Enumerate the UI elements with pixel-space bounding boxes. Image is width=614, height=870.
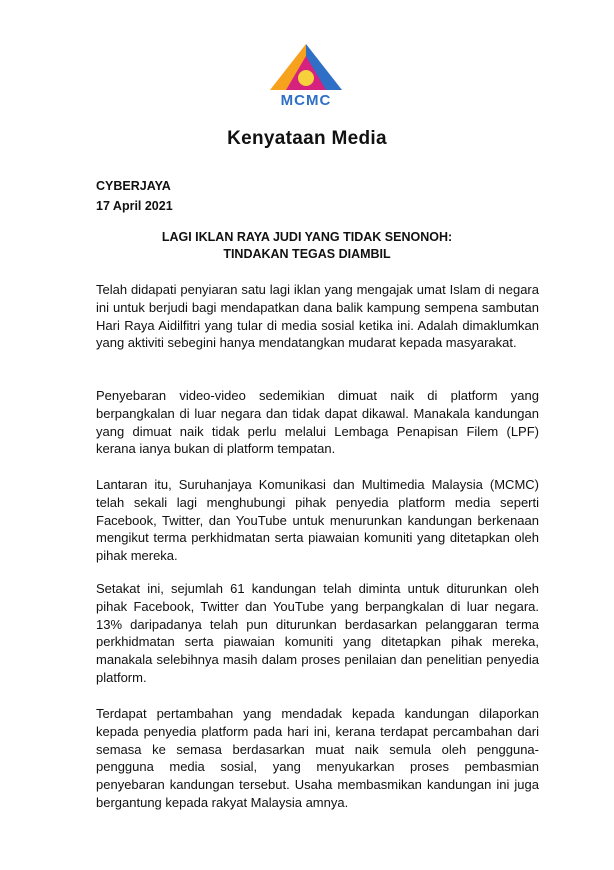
body-paragraph: Lantaran itu, Suruhanjaya Komunikasi dan Multimedia Malaysia (MCMC) telah sekali lagi menghubungi pihak penyedia platform media seperti Facebook, Twitter, dan YouTube untuk menurunkan kandungan berkenaan mengikut terma perkhidmatan serta piawaian komuniti yang ditetapkan oleh pihak mereka.: [96, 477, 539, 564]
dateline-place: CYBERJAYA: [96, 179, 171, 193]
dateline: [96, 176, 173, 216]
body-paragraph: Terdapat pertambahan yang mendadak kepada kandungan dilaporkan kepada penyedia platform pada hari ini, kerana terdapat percambahan dari semasa ke semasa berdasarkan muat naik semula oleh pengguna-pengguna media sosial, yang menyukarkan proses pembasmian penyebaran kandungan tersebut. Usaha membasmikan kandungan ini juga bergantung kepada rakyat Malaysia amnya.: [96, 706, 539, 810]
headline-line-2: TINDAKAN TEGAS DIAMBIL: [223, 247, 391, 261]
mcmc-logo: [262, 42, 350, 110]
body-paragraph: Telah didapati penyiaran satu lagi iklan yang mengajak umat Islam di negara ini untuk berjudi bagi mendapatkan dana balik kampung sempena sambutan Hari Raya Aidilfitri yang tular di media sosial ketika ini. Adalah dimaklumkan yang aktiviti sebegini hanya mendatangkan mudarat kepada masyarakat.: [96, 282, 539, 351]
mcmc-logo-triangle-icon: [262, 42, 350, 92]
dateline-date: 17 April 2021: [96, 199, 173, 213]
page-title: Kenyataan Media: [227, 128, 387, 149]
body-paragraph: Penyebaran video-video sedemikian dimuat naik di platform yang berpangkalan di luar negara dan tidak dapat dikawal. Manakala kandungan yang dimuat naik tidak perlu melalui Lembaga Penapisan Filem (LPF) kerana ianya bukan di platform tempatan.: [96, 388, 539, 457]
headline: [96, 229, 518, 263]
headline-line-1: LAGI IKLAN RAYA JUDI YANG TIDAK SENONOH:: [161, 230, 453, 244]
body-paragraph: Setakat ini, sejumlah 61 kandungan telah diminta untuk diturunkan oleh pihak Facebook, Twitter dan YouTube yang berpangkalan di luar negara. 13% daripadanya telah pun diturunkan berdasarkan pelanggaran terma perkhidmatan serta piawaian komuniti yang ditetapkan pihak mereka, manakala selebihnya masih dalam proses penilaian dan penelitian penyedia platform.: [96, 581, 539, 685]
logo-wordmark: MCMC: [280, 92, 332, 109]
